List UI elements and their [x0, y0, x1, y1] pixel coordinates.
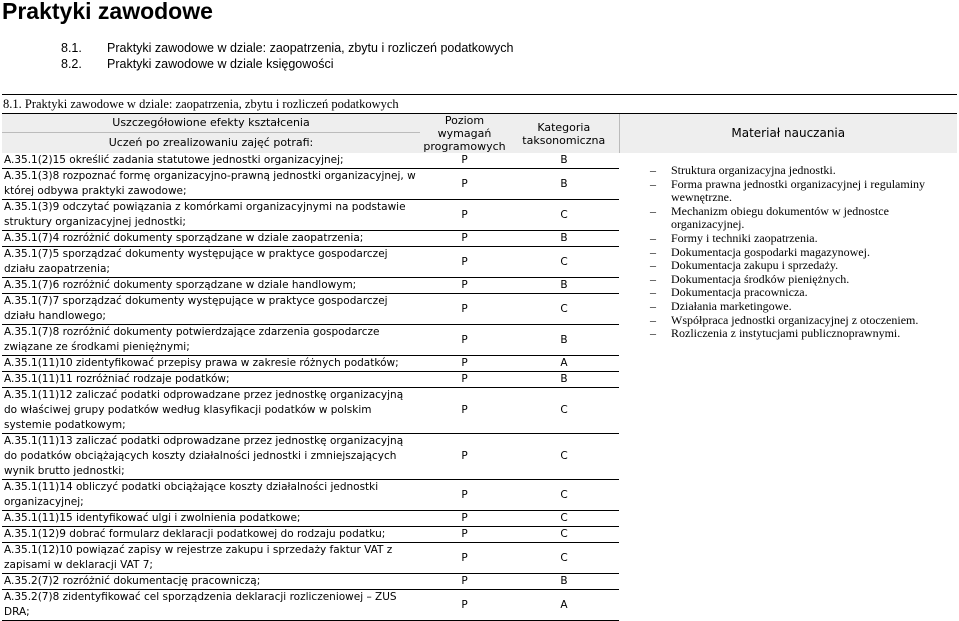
dash-bullet: – — [650, 298, 656, 313]
material-item — [650, 259, 955, 273]
material-cell — [619, 590, 957, 621]
table-row — [2, 356, 957, 372]
outcome-text: A.35.1(3)8 rozpoznać formę organizacyjno-prawną jednostki organizacyjnej, w której odbywa praktyki zawodowe; — [2, 169, 420, 200]
level-cell: P — [420, 388, 509, 434]
header-student: Uczeń po zrealizowaniu zajęć potrafi: — [2, 132, 420, 153]
material-cell — [619, 372, 957, 388]
category-cell: C — [509, 543, 619, 574]
category-cell: B — [509, 574, 619, 590]
toc-item-number: 8.1. — [61, 41, 82, 55]
material-cell — [619, 574, 957, 590]
level-cell: P — [420, 169, 509, 200]
outcome-text: A.35.1(11)14 obliczyć podatki obciążające koszty działalności jednostki organizacyjnej; — [2, 480, 420, 511]
material-item — [650, 178, 955, 205]
category-cell: C — [509, 511, 619, 527]
outcome-text: A.35.1(7)8 rozróżnić dokumenty potwierdzające zdarzenia gospodarcze związane ze środkami pieniężnymi; — [2, 325, 420, 356]
outcome-text: A.35.1(11)12 zaliczać podatki odprowadzane przez jednostkę organizacyjną do właściwej grupy podatków według klasyfikacji podatków w polskim systemie podatkowym; — [2, 388, 420, 434]
table-row — [2, 434, 957, 480]
material-item — [650, 232, 955, 246]
material-item — [650, 246, 955, 260]
category-cell: A — [509, 590, 619, 621]
category-cell: C — [509, 200, 619, 231]
category-cell: C — [509, 247, 619, 278]
outcome-text: A.35.1(11)13 zaliczać podatki odprowadzane przez jednostkę organizacyjną do podatków obciążających koszty działalności jednostki i zmniejszających wynik brutto jednostki; — [2, 434, 420, 480]
category-cell: B — [509, 169, 619, 200]
level-cell: P — [420, 527, 509, 543]
material-text: Formy i techniki zaopatrzenia. — [671, 230, 818, 245]
level-cell: P — [420, 543, 509, 574]
outcome-text: A.35.1(7)5 sporządzać dokumenty występujące w praktyce gospodarczej działu zaopatrzenia; — [2, 247, 420, 278]
material-text: Dokumentacja środków pieniężnych. — [671, 271, 850, 286]
outcome-text: A.35.1(11)10 zidentyfikować przepisy prawa w zakresie różnych podatków; — [2, 356, 420, 372]
material-text: Forma prawna jednostki organizacyjnej i regulaminy — [671, 176, 926, 191]
outcome-text: A.35.1(11)11 rozróżniać rodzaje podatków; — [2, 372, 420, 388]
category-cell: B — [509, 278, 619, 294]
material-list — [650, 164, 955, 341]
header-taxonomy: Kategoria taksonomiczna — [509, 114, 619, 154]
level-cell: P — [420, 511, 509, 527]
material-item — [650, 300, 955, 314]
outcome-text: A.35.1(7)7 sporządzać dokumenty występujące w praktyce gospodarczej działu handlowego; — [2, 294, 420, 325]
material-item — [650, 164, 955, 178]
category-cell: C — [509, 388, 619, 434]
material-text: Dokumentacja zakupu i sprzedaży. — [671, 258, 839, 273]
dash-bullet: – — [650, 203, 656, 218]
material-text: Dokumentacja pracownicza. — [671, 285, 808, 300]
level-cell: P — [420, 434, 509, 480]
material-item — [650, 205, 955, 232]
material-cell — [619, 480, 957, 511]
section-heading: 8.1. Praktyki zawodowe w dziale: zaopatrzenia, zbytu i rozliczeń podatkowych — [2, 95, 957, 114]
category-cell: B — [509, 153, 619, 169]
material-text: Dokumentacja gospodarki magazynowej. — [671, 244, 870, 259]
material-text: wewnętrzne. — [671, 190, 732, 205]
table-row — [2, 527, 957, 543]
material-text: organizacyjnej. — [671, 217, 745, 232]
toc-item-number: 8.2. — [61, 57, 82, 71]
outcome-text: A.35.2(7)8 zidentyfikować cel sporządzenia deklaracji rozliczeniowej – ZUS DRA; — [2, 590, 420, 621]
category-cell: C — [509, 480, 619, 511]
table-row — [2, 480, 957, 511]
material-cell — [619, 434, 957, 480]
table-row — [2, 574, 957, 590]
header-outcomes: Uszczegółowione efekty kształcenia — [2, 114, 420, 133]
outcome-text: A.35.1(11)15 identyfikować ulgi i zwolnienia podatkowe; — [2, 511, 420, 527]
dash-bullet: – — [650, 163, 656, 177]
material-cell — [619, 356, 957, 372]
dash-bullet: – — [650, 230, 656, 245]
dash-bullet: – — [650, 312, 656, 327]
outcome-text: A.35.1(12)10 powiązać zapisy w rejestrze zakupu i sprzedaży faktur VAT z zapisami w deklaracji VAT 7; — [2, 543, 420, 574]
category-cell: A — [509, 356, 619, 372]
dash-bullet: – — [650, 326, 656, 341]
outcome-text: A.35.1(7)4 rozróżnić dokumenty sporządzane w dziale zaopatrzenia; — [2, 231, 420, 247]
material-cell — [619, 511, 957, 527]
level-cell: P — [420, 200, 509, 231]
material-text: Współpraca jednostki organizacyjnej z otoczeniem. — [671, 312, 919, 327]
material-text: Rozliczenia z instytucjami publicznoprawnymi. — [671, 326, 901, 341]
level-cell: P — [420, 574, 509, 590]
level-cell: P — [420, 325, 509, 356]
page-title: Praktyki zawodowe — [2, 0, 213, 24]
table-row — [2, 511, 957, 527]
table-row — [2, 372, 957, 388]
material-cell — [619, 543, 957, 574]
material-item — [650, 273, 955, 287]
outcome-text: A.35.2(7)2 rozróżnić dokumentację pracowniczą; — [2, 574, 420, 590]
level-cell: P — [420, 590, 509, 621]
table-row — [2, 388, 957, 434]
category-cell: B — [509, 325, 619, 356]
category-cell: C — [509, 294, 619, 325]
table-header-row — [2, 114, 957, 133]
level-cell: P — [420, 480, 509, 511]
material-item — [650, 286, 955, 300]
category-cell: B — [509, 231, 619, 247]
toc-item-link[interactable]: Praktyki zawodowe w dziale księgowości — [107, 57, 334, 71]
outcome-text: A.35.1(2)15 określić zadania statutowe jednostki organizacyjnej; — [2, 153, 420, 169]
dash-bullet: – — [650, 244, 656, 259]
material-item — [650, 314, 955, 328]
category-cell: C — [509, 434, 619, 480]
toc-item-link[interactable]: Praktyki zawodowe w dziale: zaopatrzenia, zbytu i rozliczeń podatkowych — [107, 41, 514, 55]
dash-bullet: – — [650, 285, 656, 300]
level-cell: P — [420, 278, 509, 294]
material-cell — [619, 388, 957, 434]
table-row — [2, 543, 957, 574]
level-cell: P — [420, 153, 509, 169]
level-cell: P — [420, 247, 509, 278]
category-cell: B — [509, 372, 619, 388]
level-cell: P — [420, 372, 509, 388]
material-item — [650, 327, 955, 341]
material-text: Działania marketingowe. — [671, 298, 792, 313]
material-cell — [619, 527, 957, 543]
level-cell: P — [420, 294, 509, 325]
outcome-text: A.35.1(3)9 odczytać powiązania z komórkami organizacyjnymi na podstawie struktury organizacyjnej jednostki; — [2, 200, 420, 231]
header-level: Poziom wymagań programowych — [420, 114, 509, 154]
level-cell: P — [420, 231, 509, 247]
material-text: Mechanizm obiegu dokumentów w jednostce — [671, 203, 889, 218]
header-material: Materiał nauczania — [619, 114, 957, 154]
material-text: Struktura organizacyjna jednostki. — [671, 163, 836, 177]
table-row — [2, 590, 957, 621]
dash-bullet: – — [650, 258, 656, 273]
level-cell: P — [420, 356, 509, 372]
outcome-text: A.35.1(12)9 dobrać formularz deklaracji podatkowej do rodzaju podatku; — [2, 527, 420, 543]
dash-bullet: – — [650, 271, 656, 286]
outcome-text: A.35.1(7)6 rozróżnić dokumenty sporządzane w dziale handlowym; — [2, 278, 420, 294]
dash-bullet: – — [650, 176, 656, 191]
section-heading-row — [2, 95, 957, 114]
category-cell: C — [509, 527, 619, 543]
